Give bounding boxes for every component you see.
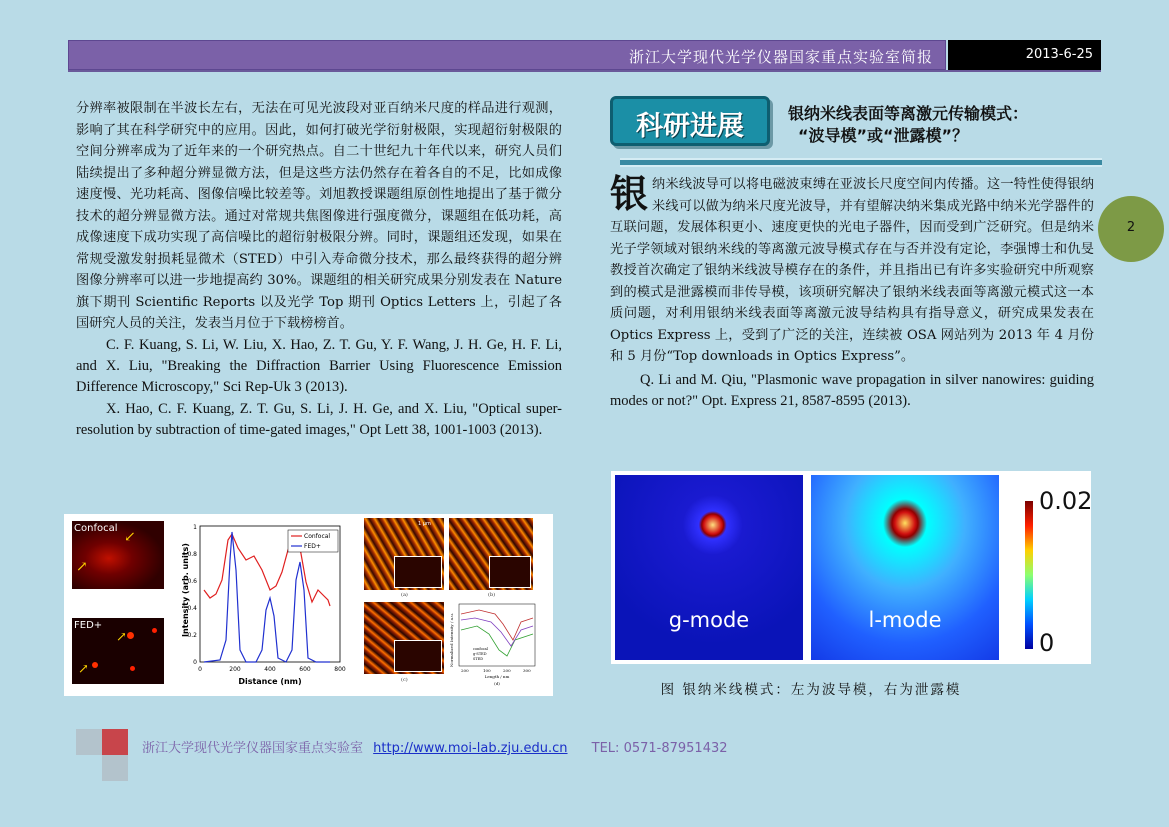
reference-1: C. F. Kuang, S. Li, W. Liu, X. Hao, Z. T. Gu, Y. F. Wang, J. H. Ge, H. F. Li, and X. Liu, "Breaking the Diffraction Barrier Using Fluorescence Emission Difference Microscopy," Sci Rep-Uk 3 (2013). (76, 336, 562, 396)
footer-lab-name: 浙江大学现代光学仪器国家重点实验室 (142, 741, 364, 756)
small-legend: confocal (473, 647, 488, 651)
title-rule (620, 158, 1102, 167)
left-column (76, 98, 562, 442)
mode-figure (611, 471, 1091, 664)
footer-square (76, 729, 102, 755)
g-mode-panel (615, 475, 803, 660)
colorbar (1025, 501, 1033, 649)
header-bar (68, 40, 946, 70)
footer-square-red (102, 729, 128, 755)
confocal-label: Confocal (74, 523, 118, 534)
arrow-icon: ↗ (78, 662, 89, 677)
spot (130, 666, 135, 671)
fed-label: FED+ (74, 620, 103, 631)
l-mode-label: l-mode (868, 608, 942, 632)
sted-profile-plot (449, 600, 539, 686)
ytick: 1 (193, 524, 197, 531)
arrow-icon: ↗ (116, 630, 127, 645)
small-xtick: 300 (523, 668, 531, 673)
sted-image-a (364, 518, 444, 590)
colorbar-min: 0 (1039, 629, 1055, 657)
small-plot-xlabel: Length / nm (484, 674, 510, 679)
ytick: 0.6 (187, 578, 197, 585)
header-divider (68, 70, 1101, 72)
dropcap: 银 (610, 171, 649, 216)
scale-label: 1 µm (418, 521, 431, 527)
xtick: 400 (264, 666, 276, 673)
page-number-badge (1098, 196, 1164, 262)
arrow-icon: ↗ (76, 559, 88, 575)
arrow-icon: ↙ (124, 529, 136, 545)
microscopy-figure (64, 514, 553, 696)
confocal-image (72, 521, 164, 589)
page-number: 2 (1126, 220, 1136, 235)
right-paragraph-text: 纳米线波导可以将电磁波束缚在亚波长尺度空间内传播。这一特性使得银纳米线可以做为纳米尺度光波导，并有望解决纳米集成光路中纳米光学器件的互联问题，发展体积更小、速度更快的光电子器件，因而受到广泛研究。但是纳米光子学领域对银纳米线的等离激元波导模式存在与否并没有定论，李强博士和仇旻教授首次确定了银纳米线波导模存在的条件，并且指出已有许多实验研究中所观察到的模式是泄露模而非传导模，该项研究解决了银纳米线表面等离激元模式这一本质问题，对利用银纳米线表面等离激元波导结构具有指导意义，研究成果发表在 Optics Express 上，受到了广泛的关注，连续被 OSA 网站列为 2013 年 4 月份和 5 月份“Top downloads in Optics Express”。 (610, 177, 1094, 364)
sted-image-b (449, 518, 533, 590)
small-xtick: 200 (503, 668, 511, 673)
figure-caption: 图 银纳米线模式：左为波导模，右为泄露模 (660, 682, 962, 698)
left-paragraph: 分辨率被限制在半波长左右，无法在可见光波段对亚百纳米尺度的样品进行观测，影响了其在科学研究中的应用。因此，如何打破光学衍射极限，实现超衍射极限的空间分辨率成为了近年来的一个研究热点。自二十世纪九十年代以来，研究人员们陆续提出了多种超分辨显微方法，但是这些方法仍然存在着各自的不足，比如成像速度慢、光功耗高、图像信噪比较差等。刘旭教授课题组原创性地提出了基于微分技术的超分辨显微方法。通过对常规共焦图像进行强度微分，课题组在低功耗，高成像速度下成功实现了高信噪比的超衍射极限分辨。同时，课题组还发现，如果在常规受激发射损耗显微术（STED）中引入寿命微分技术，那么最终获得的超分辨图像分辨率可以进一步地提高约 30%。课题组的相关研究成果分别发表在 Nature 旗下期刊 Scientific Reports 以及光学 Top 期刊 Optics Letters 上，引起了各国研究人员的关注，发表当月位于下载榜榜首。 (76, 101, 562, 331)
spot (92, 662, 98, 668)
section-label: 科研进展 (636, 111, 744, 142)
right-paragraph (610, 171, 1094, 368)
ytick: 0.2 (187, 632, 197, 639)
legend-fed: FED+ (304, 543, 321, 550)
sub-label-d: (d) (494, 681, 500, 686)
ytick: 0.4 (187, 605, 197, 612)
footer-tel: TEL: 0571-87951432 (591, 741, 728, 756)
inset (394, 556, 442, 588)
small-xtick: 100 (483, 668, 491, 673)
article-title-line1: 银纳米线表面等离激元传输模式： (788, 104, 1029, 123)
g-mode-label: g-mode (668, 608, 750, 632)
l-mode-panel (811, 475, 999, 660)
reference-2: X. Hao, C. F. Kuang, Z. T. Gu, S. Li, J. H. Ge, and X. Liu, "Optical super-resolution by subtraction of time-gated images," Opt Lett 38, 1001-1003 (2013). (76, 400, 562, 439)
intensity-plot (176, 520, 356, 692)
small-xtick: 200 (461, 668, 469, 673)
sub-label-b: (b) (488, 592, 496, 598)
footer (142, 737, 728, 756)
article-title (788, 103, 1103, 147)
fed-image (72, 618, 164, 684)
footer-url-link[interactable]: http://www.moi-lab.zju.edu.cn (373, 741, 568, 756)
inset (489, 556, 531, 588)
plot-ylabel: Intensity (arb. units) (181, 543, 190, 637)
sted-image-c (364, 602, 444, 674)
small-legend: STED (473, 657, 484, 661)
ytick: 0 (193, 659, 197, 666)
ytick: 0.8 (187, 551, 197, 558)
plot-xlabel: Distance (nm) (238, 677, 302, 686)
xtick: 0 (198, 666, 202, 673)
right-column (610, 171, 1094, 412)
plot-legend (288, 530, 338, 552)
xtick: 200 (229, 666, 241, 673)
sub-label-c: (c) (401, 677, 408, 683)
footer-square (102, 755, 128, 781)
newsletter-title: 浙江大学现代光学仪器国家重点实验室简报 (628, 48, 933, 66)
xtick: 600 (299, 666, 311, 673)
spot (152, 628, 157, 633)
right-reference: Q. Li and M. Qiu, "Plasmonic wave propagation in silver nanowires: guiding modes or not?" Opt. Express 21, 8587-8595 (2013). (610, 371, 1094, 409)
xtick: 800 (334, 666, 346, 673)
small-plot-ylabel: Normalized Intensity / a.u. (449, 612, 454, 668)
legend-confocal: Confocal (304, 533, 331, 540)
issue-date: 2013-6-25 (1025, 47, 1093, 62)
inset (394, 640, 442, 672)
section-badge (610, 96, 770, 146)
spot (127, 632, 134, 639)
header-date-box (948, 40, 1101, 70)
sub-label-a: (a) (401, 592, 408, 598)
colorbar-max: 0.02 (1039, 487, 1093, 515)
article-title-line2: “波导模”或“泄露模”？ (798, 126, 969, 145)
small-legend: g-STED (473, 652, 487, 656)
